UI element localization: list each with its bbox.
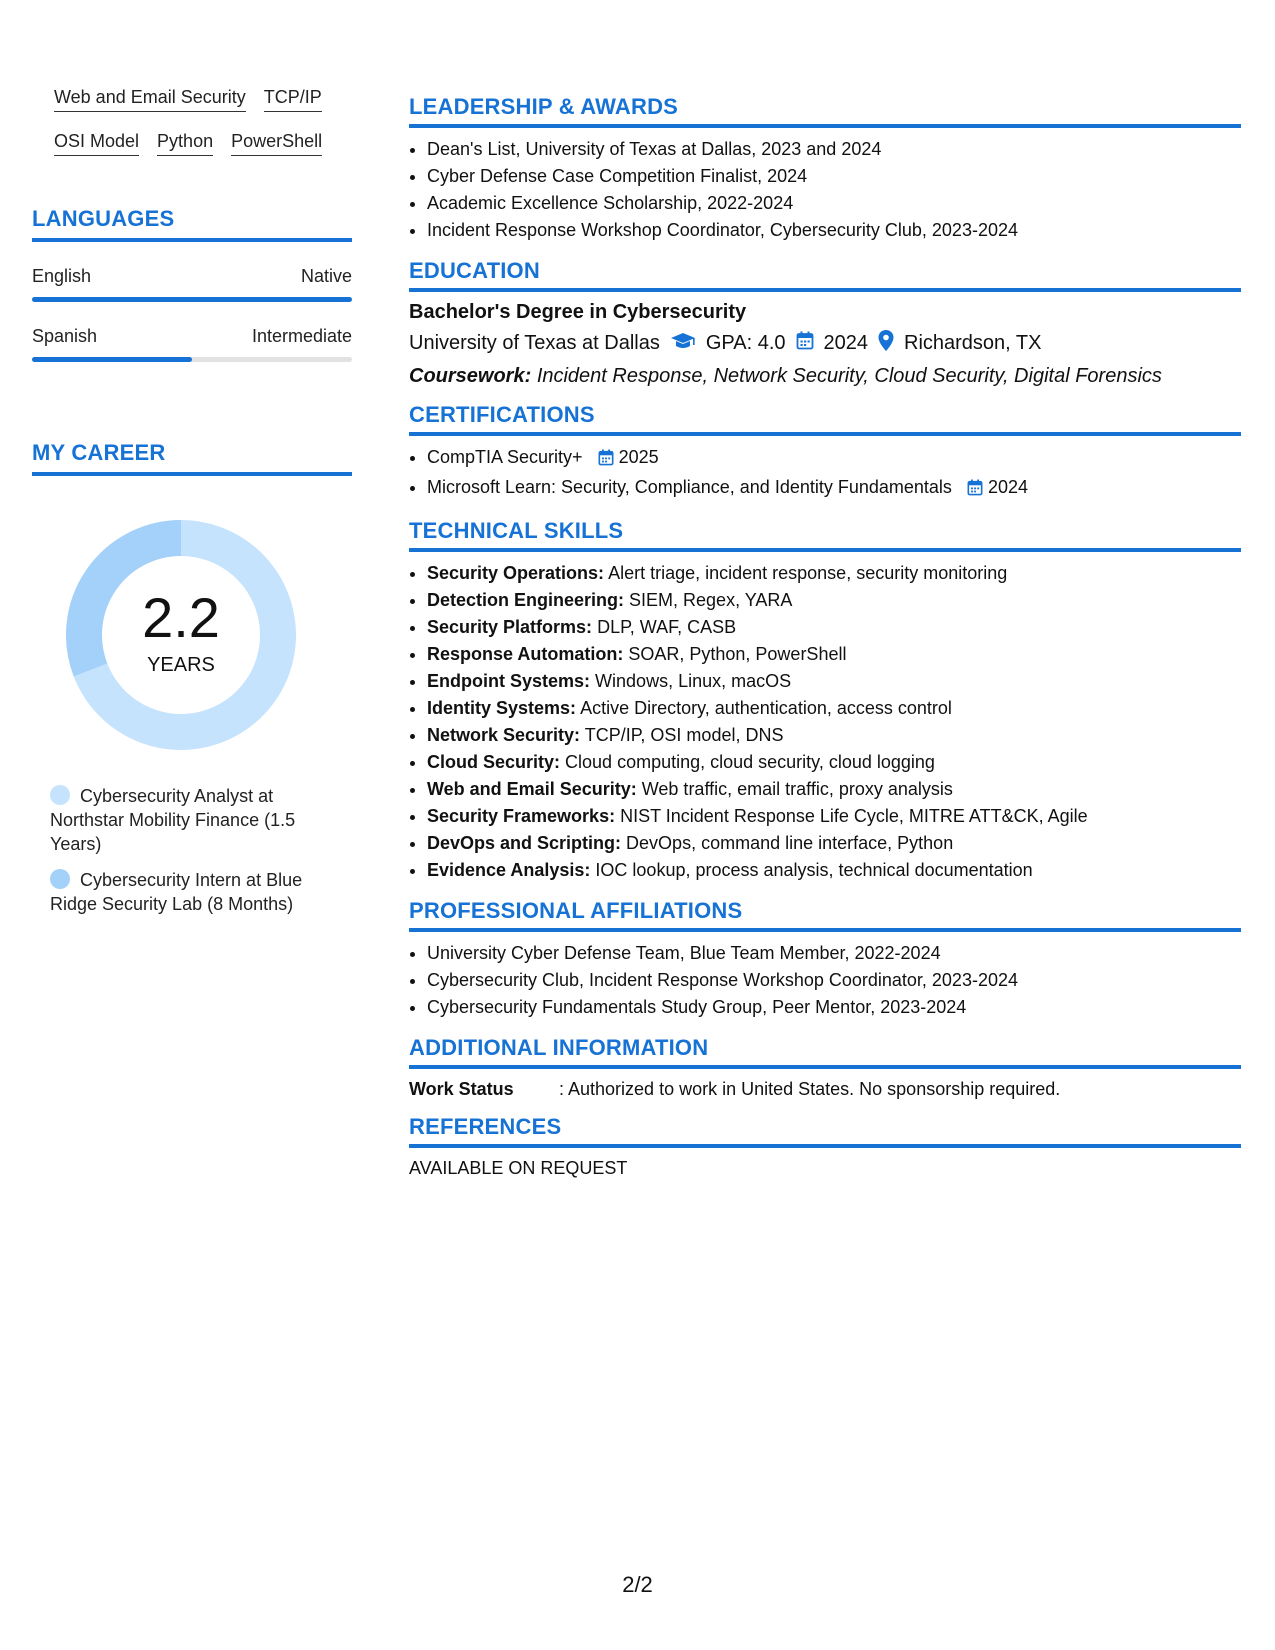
list-item xyxy=(427,444,1241,474)
list-item xyxy=(427,641,1241,668)
references-heading: REFERENCES xyxy=(409,1114,1241,1148)
graduation-cap-icon xyxy=(670,331,696,357)
list-item xyxy=(427,695,1241,722)
certifications-heading: CERTIFICATIONS xyxy=(409,402,1241,436)
leadership-list xyxy=(409,136,1241,244)
skill-category: Cloud Security: xyxy=(427,752,561,772)
affiliations-section xyxy=(409,898,1241,1021)
education-details xyxy=(409,330,1241,357)
list-item: • Academic Excellence Scholarship, 2022-2024 xyxy=(427,190,1241,217)
list-item xyxy=(427,830,1241,857)
skill-values: SIEM, Regex, YARA xyxy=(629,590,793,610)
language-proficiency-fill xyxy=(32,357,192,362)
list-item: • Cybersecurity Club, Incident Response Workshop Coordinator, 2023-2024 xyxy=(427,967,1241,994)
education-heading: EDUCATION xyxy=(409,258,1241,292)
skill-tag: PowerShell xyxy=(231,130,322,156)
skill-category: Security Platforms: xyxy=(427,617,593,637)
list-item xyxy=(427,749,1241,776)
skill-category: Web and Email Security: xyxy=(427,779,637,799)
skill-tag: TCP/IP xyxy=(264,86,322,112)
cert-year: 2025 xyxy=(618,447,659,467)
language-level: Intermediate xyxy=(251,326,352,346)
certifications-list xyxy=(409,444,1241,504)
list-item: • Dean's List, University of Texas at Dallas, 2023 and 2024 xyxy=(427,136,1241,163)
skill-category: Security Frameworks: xyxy=(427,806,616,826)
coursework-label: Coursework: xyxy=(409,365,532,387)
certifications-section xyxy=(409,402,1241,504)
school-name: University of Texas at Dallas xyxy=(409,332,660,354)
school-location: Richardson, TX xyxy=(904,332,1042,354)
list-item: • Cyber Defense Case Competition Finalist, 2024 xyxy=(427,163,1241,190)
list-item xyxy=(427,614,1241,641)
career-legend-item xyxy=(50,784,320,856)
coursework-list: Incident Response, Network Security, Cloud Security, Digital Forensics xyxy=(536,365,1162,387)
list-item xyxy=(427,668,1241,695)
career-total-value: 2.2 xyxy=(142,586,220,649)
language-name: English xyxy=(32,266,92,286)
work-status-label: Work Status xyxy=(409,1079,514,1099)
skill-category: Security Operations: xyxy=(427,563,605,583)
language-proficiency-fill xyxy=(32,297,352,302)
affiliations-heading: PROFESSIONAL AFFILIATIONS xyxy=(409,898,1241,932)
references-text: AVAILABLE ON REQUEST xyxy=(409,1158,628,1178)
list-item: • University Cyber Defense Team, Blue Team Member, 2022-2024 xyxy=(427,940,1241,967)
skill-category: Detection Engineering: xyxy=(427,590,625,610)
career-section xyxy=(32,440,352,916)
graduation-year: 2024 xyxy=(823,332,869,354)
skill-values: Web traffic, email traffic, proxy analysis xyxy=(641,779,953,799)
technical-skills-heading: TECHNICAL SKILLS xyxy=(409,518,1241,552)
skill-tags xyxy=(32,86,352,156)
list-item xyxy=(427,474,1241,504)
languages-section xyxy=(32,206,352,362)
skill-values: Active Directory, authentication, access control xyxy=(580,698,952,718)
skill-values: DLP, WAF, CASB xyxy=(597,617,737,637)
gpa: GPA: 4.0 xyxy=(705,332,786,354)
skill-values: SOAR, Python, PowerShell xyxy=(628,644,847,664)
references-section xyxy=(409,1114,1241,1179)
list-item xyxy=(427,722,1241,749)
language-proficiency-bar xyxy=(32,297,352,302)
list-item xyxy=(427,803,1241,830)
skill-category: Response Automation: xyxy=(427,644,624,664)
career-legend-label: Cybersecurity Analyst at Northstar Mobility Finance (1.5 Years) xyxy=(50,786,296,854)
skill-values: DevOps, command line interface, Python xyxy=(626,833,954,853)
skill-tag: OSI Model xyxy=(54,130,139,156)
career-heading: MY CAREER xyxy=(32,440,352,476)
skill-category: Endpoint Systems: xyxy=(427,671,591,691)
skill-values: IOC lookup, process analysis, technical documentation xyxy=(595,860,1033,880)
skill-tag-row-1 xyxy=(54,86,352,112)
skill-values: Windows, Linux, macOS xyxy=(595,671,792,691)
language-item xyxy=(32,326,352,362)
left-column xyxy=(32,86,352,928)
skill-values: Alert triage, incident response, security monitoring xyxy=(608,563,1008,583)
career-total-unit: YEARS xyxy=(147,654,215,676)
education-section xyxy=(409,258,1241,388)
cert-name: Microsoft Learn: Security, Compliance, and Identity Fundamentals xyxy=(427,477,952,497)
legend-dot-icon xyxy=(50,785,70,805)
career-legend xyxy=(32,784,352,916)
page-number: 2/2 xyxy=(622,1572,653,1597)
list-item: • Cybersecurity Fundamentals Study Group, Peer Mentor, 2023-2024 xyxy=(427,994,1241,1021)
technical-skills-section xyxy=(409,518,1241,884)
map-pin-icon xyxy=(878,330,894,357)
legend-dot-icon xyxy=(50,869,70,889)
language-name: Spanish xyxy=(32,326,98,346)
calendar-icon xyxy=(796,331,814,356)
languages-heading: LANGUAGES xyxy=(32,206,352,242)
technical-skills-list xyxy=(409,560,1241,884)
skill-tag: Web and Email Security xyxy=(54,86,246,112)
skill-category: Identity Systems: xyxy=(427,698,577,718)
language-proficiency-bar xyxy=(32,357,352,362)
skill-category: Evidence Analysis: xyxy=(427,860,591,880)
career-donut-chart xyxy=(66,520,296,750)
career-legend-label: Cybersecurity Intern at Blue Ridge Security Lab (8 Months) xyxy=(50,870,303,914)
leadership-section xyxy=(409,94,1241,244)
cert-name: CompTIA Security+ xyxy=(427,447,583,467)
list-item xyxy=(427,857,1241,884)
list-item xyxy=(427,587,1241,614)
language-level: Native xyxy=(300,266,352,286)
coursework xyxy=(409,365,1241,388)
additional-info-section xyxy=(409,1035,1241,1100)
list-item xyxy=(427,776,1241,803)
skill-category: DevOps and Scripting: xyxy=(427,833,622,853)
right-column xyxy=(409,94,1241,1193)
degree-title: Bachelor's Degree in Cybersecurity xyxy=(409,301,747,323)
list-item: • Incident Response Workshop Coordinator, Cybersecurity Club, 2023-2024 xyxy=(427,217,1241,244)
skill-tag: Python xyxy=(157,130,213,156)
skill-values: TCP/IP, OSI model, DNS xyxy=(584,725,784,745)
additional-info-heading: ADDITIONAL INFORMATION xyxy=(409,1035,1241,1069)
leadership-heading: LEADERSHIP & AWARDS xyxy=(409,94,1241,128)
calendar-icon xyxy=(598,447,614,474)
work-status-row xyxy=(409,1079,1241,1100)
work-status-value: : Authorized to work in United States. No sponsorship required. xyxy=(559,1079,1061,1099)
skill-category: Network Security: xyxy=(427,725,581,745)
list-item xyxy=(427,560,1241,587)
affiliations-list xyxy=(409,940,1241,1021)
skill-values: NIST Incident Response Life Cycle, MITRE ATT&CK, Agile xyxy=(620,806,1088,826)
cert-year: 2024 xyxy=(987,477,1028,497)
skill-tag-row-2 xyxy=(54,130,352,156)
career-legend-item xyxy=(50,868,320,916)
calendar-icon xyxy=(967,477,983,504)
language-item xyxy=(32,266,352,302)
skill-values: Cloud computing, cloud security, cloud logging xyxy=(565,752,935,772)
